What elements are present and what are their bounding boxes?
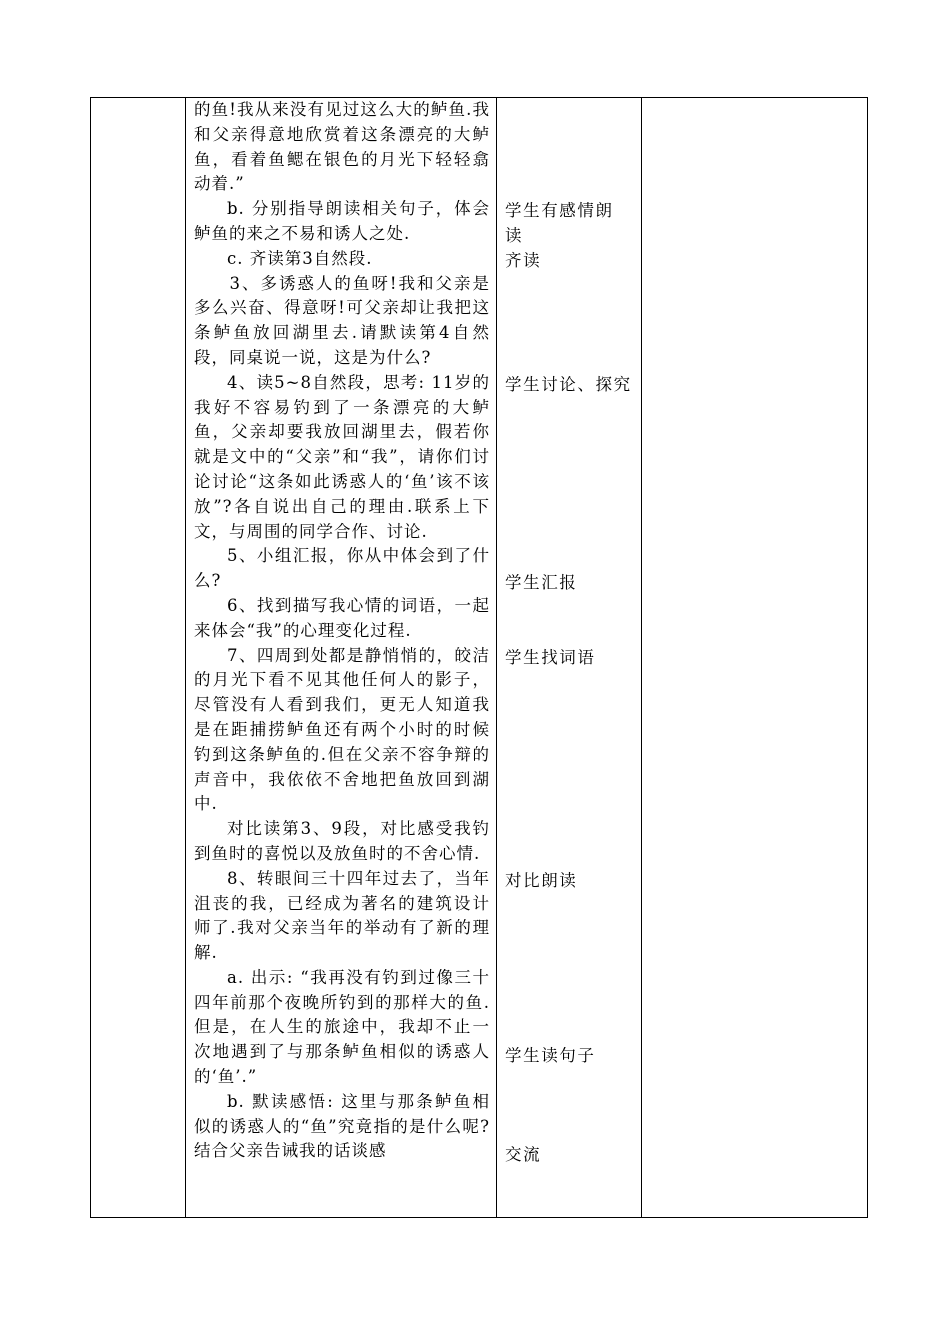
activity-note: 学生读句子 bbox=[505, 1046, 596, 1065]
text-paragraph: 8、转眼间三十四年过去了，当年沮丧的我，已经成为著名的建筑设计师了.我对父亲当年的举动有了新的理解. bbox=[194, 868, 490, 963]
text-paragraph: 4、读5~8自然段，思考: 11岁的我好不容易钓到了一条漂亮的大鲈鱼，父亲却要我放回湖里去，假若你就是文中的“父亲”和“我”，请你们讨论讨论“这条如此诱惑人的‘鱼’该不该放”?各自说出自己的理由.联系上下文，与周围的同学合作、讨论. bbox=[194, 372, 490, 541]
text-paragraph: a. 出示: “我再没有钓到过像三十四年前那个夜晚所钓到的那样大的鱼.但是，在人生的旅途中，我却不止一次地遇到了与那条鲈鱼相似的诱惑人的‘鱼’.” bbox=[194, 967, 490, 1087]
text-paragraph: b. 分别指导朗读相关句子，体会鲈鱼的来之不易和诱人之处. bbox=[194, 199, 490, 243]
activity-note: 对比朗读 bbox=[505, 871, 578, 890]
teaching-content-column bbox=[194, 98, 490, 1164]
activity-note: 齐读 bbox=[505, 251, 542, 270]
text-paragraph: 对比读第3、9段，对比感受我钓到鱼时的喜悦以及放鱼时的不舍心情. bbox=[194, 819, 490, 863]
text-paragraph: 5、小组汇报，你从中体会到了什么? bbox=[194, 546, 490, 591]
text-paragraph: b. 默读感悟: 这里与那条鲈鱼相似的诱惑人的“鱼”究竟指的是什么呢?结合父亲告诫我的话谈感 bbox=[194, 1091, 490, 1161]
activity-note: 学生讨论、探究 bbox=[505, 375, 632, 394]
activity-note: 交流 bbox=[505, 1145, 542, 1164]
activity-note: 学生找词语 bbox=[505, 648, 596, 667]
text-paragraph: 的鱼!我从来没有见过这么大的鲈鱼.我和父亲得意地欣赏着这条漂亮的大鲈鱼，看着鱼鳃在银色的月光下轻轻翕动着.” bbox=[194, 100, 490, 194]
activity-note: 学生汇报 bbox=[505, 573, 578, 592]
column-divider-1 bbox=[185, 98, 186, 1217]
column-divider-3 bbox=[641, 98, 642, 1217]
text-paragraph: 3、多诱惑人的鱼呀!我和父亲是多么兴奋、得意呀!可父亲却让我把这条鲈鱼放回湖里去.请默读第4自然段，同桌说一说，这是为什么? bbox=[194, 273, 490, 367]
text-paragraph: 7、四周到处都是静悄悄的，皎洁的月光下看不见其他任何人的影子，尽管没有人看到我们，更无人知道我是在距捕捞鲈鱼还有两个小时的时候钓到这条鲈鱼的.但在父亲不容争辩的声音中，我依依不舍地把鱼放回到湖中. bbox=[194, 645, 490, 814]
column-divider-2 bbox=[496, 98, 497, 1217]
text-paragraph: 6、找到描写我心情的词语，一起来体会“我”的心理变化过程. bbox=[194, 595, 490, 640]
lesson-plan-table bbox=[90, 97, 868, 1218]
text-paragraph: c. 齐读第3自然段. bbox=[227, 248, 373, 268]
activity-note: 学生有感情朗 读 bbox=[505, 201, 614, 245]
